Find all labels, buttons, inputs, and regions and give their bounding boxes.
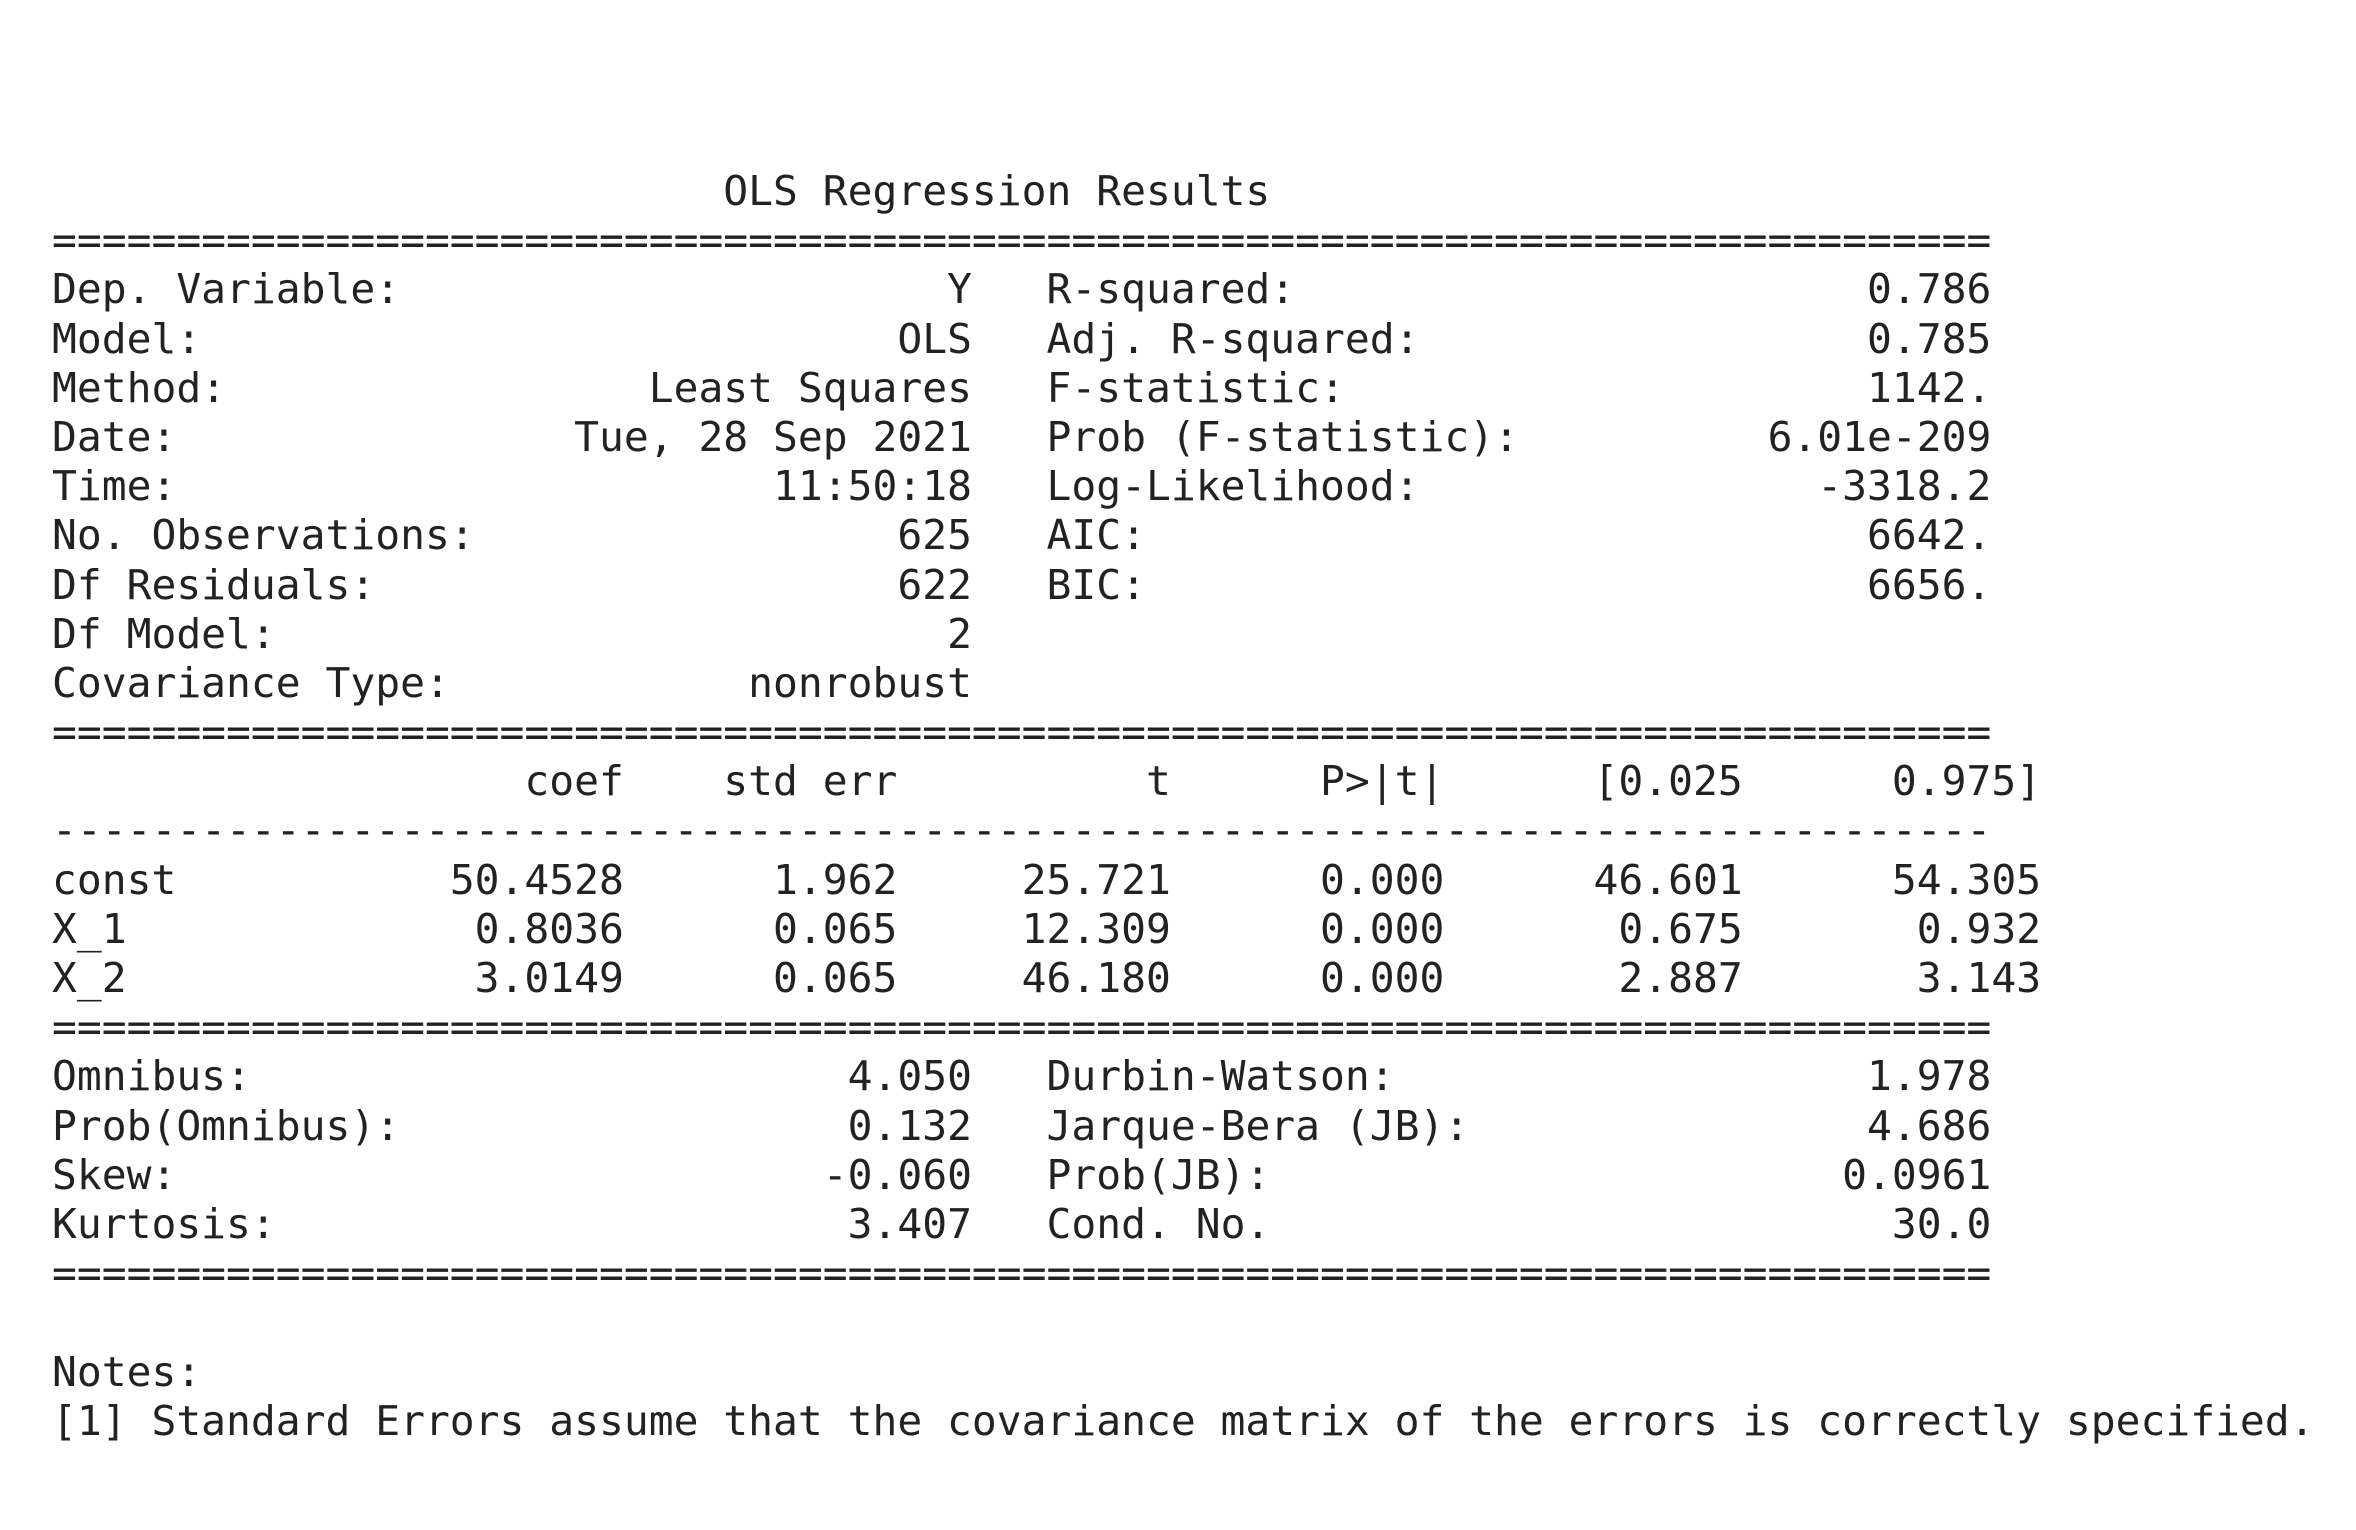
- model-info-row: [52, 610, 2315, 659]
- value: 3.407: [847, 1199, 972, 1248]
- table-title: [52, 167, 2315, 216]
- model-info-row: [52, 659, 2315, 708]
- column-header: [0.025: [1444, 757, 1743, 806]
- spacer: [972, 315, 1047, 363]
- value: -0.060: [822, 1150, 972, 1199]
- value: 4.686: [1867, 1101, 1992, 1150]
- table-cell: 3.143: [1742, 954, 2042, 1002]
- column-header: [52, 757, 301, 805]
- model-info-row: [52, 462, 2315, 511]
- value: 30.0: [1891, 1199, 1992, 1248]
- diagnostic-row: [52, 1151, 2315, 1200]
- table-cell: 0.000: [1170, 904, 1445, 953]
- note-text: [1] Standard Errors assume that the covariance matrix of the errors is correctly specified.: [52, 1396, 2315, 1445]
- table-cell: 50.4528: [300, 855, 624, 904]
- label: Dep. Variable:: [52, 265, 948, 314]
- column-header: P>|t|: [1170, 757, 1445, 806]
- coef-row: [52, 954, 2315, 1003]
- value: 622: [897, 560, 972, 609]
- label: Time:: [52, 462, 774, 511]
- model-info-row: [52, 364, 2315, 413]
- table-cell: 12.309: [897, 904, 1171, 953]
- label: Skew:: [52, 1150, 823, 1199]
- diagnostic-row: [52, 1102, 2315, 1151]
- value: 0.786: [1867, 265, 1992, 314]
- table-cell: 46.601: [1444, 855, 1743, 904]
- coef-header-row: [52, 757, 2315, 806]
- table-cell: 3.0149: [300, 954, 624, 1002]
- value: Least Squares: [648, 363, 972, 412]
- label: Cond. No.: [1046, 1199, 1892, 1248]
- label: No. Observations:: [52, 511, 898, 560]
- value: -3318.2: [1817, 462, 1992, 511]
- model-info-row: [52, 511, 2315, 560]
- value: 11:50:18: [773, 462, 972, 511]
- label: BIC:: [1046, 560, 1868, 609]
- label: Model:: [52, 314, 898, 363]
- table-cell: 0.000: [1170, 855, 1445, 904]
- table-cell: 0.8036: [300, 904, 624, 953]
- spacer: [972, 1200, 1047, 1248]
- label: AIC:: [1046, 511, 1868, 560]
- spacer: [972, 462, 1047, 510]
- table-cell: X_1: [52, 904, 301, 953]
- label: Log-Likelihood:: [1046, 462, 1818, 511]
- label: [1047, 610, 1992, 658]
- table-cell: 0.932: [1742, 904, 2042, 953]
- notes-heading-row: [52, 1348, 2315, 1397]
- table-cell: 0.675: [1444, 904, 1743, 953]
- single-rule: ------------------------------------------------------------------------------: [52, 806, 1992, 855]
- column-header: coef: [300, 757, 624, 806]
- coef-row: [52, 856, 2315, 905]
- table-cell: 0.065: [623, 904, 898, 953]
- value: 0.132: [847, 1101, 972, 1150]
- label: Kurtosis:: [52, 1199, 848, 1248]
- table-cell: 0.000: [1170, 954, 1445, 1002]
- value: 1.978: [1867, 1052, 1992, 1101]
- model-info-row: [52, 265, 2315, 314]
- diagnostic-row: [52, 1052, 2315, 1101]
- model-info-row: [52, 413, 2315, 462]
- label: Df Residuals:: [52, 560, 898, 609]
- column-header: std err: [623, 757, 898, 806]
- value: Y: [947, 265, 972, 314]
- label: Durbin-Watson:: [1046, 1052, 1868, 1101]
- value: 0.785: [1867, 314, 1992, 363]
- value: 6.01e-209: [1767, 412, 1992, 461]
- label: Prob (F-statistic):: [1046, 412, 1768, 461]
- table-cell: 46.180: [897, 954, 1171, 1002]
- spacer: [972, 364, 1047, 412]
- title-text: OLS Regression Results: [52, 167, 1271, 215]
- value: OLS: [897, 314, 972, 363]
- model-info-row: [52, 561, 2315, 610]
- table-cell: 1.962: [623, 855, 898, 904]
- table-cell: 25.721: [897, 855, 1171, 904]
- double-rule: ==============================================================================: [52, 1249, 1992, 1298]
- value: 6642.: [1867, 511, 1992, 560]
- model-info-row: [52, 315, 2315, 364]
- table-cell: const: [52, 855, 301, 904]
- label: Omnibus:: [52, 1052, 848, 1101]
- ols-summary: [52, 167, 2315, 1446]
- value: Tue, 28 Sep 2021: [574, 412, 972, 461]
- label: Covariance Type:: [52, 658, 749, 707]
- label: R-squared:: [1046, 265, 1868, 314]
- double-rule: ==============================================================================: [52, 708, 1992, 757]
- spacer: [972, 511, 1047, 559]
- label: Df Model:: [52, 609, 948, 658]
- column-header: t: [897, 757, 1171, 806]
- blank-line: [52, 1298, 2315, 1347]
- value: 625: [897, 511, 972, 560]
- spacer: [972, 1102, 1047, 1150]
- value: 0.0961: [1842, 1150, 1992, 1199]
- label: Method:: [52, 363, 649, 412]
- table-cell: 0.065: [623, 954, 898, 1002]
- label: Adj. R-squared:: [1046, 314, 1868, 363]
- spacer: [972, 659, 1047, 707]
- label: Prob(Omnibus):: [52, 1101, 848, 1150]
- value: 2: [947, 609, 972, 658]
- spacer: [972, 413, 1047, 461]
- spacer: [972, 610, 1047, 658]
- value: nonrobust: [748, 658, 972, 707]
- double-rule: ==============================================================================: [52, 216, 1992, 265]
- label: Date:: [52, 412, 575, 461]
- label: Prob(JB):: [1046, 1150, 1843, 1199]
- value: 4.050: [847, 1052, 972, 1101]
- table-cell: X_2: [52, 954, 301, 1002]
- value: 1142.: [1867, 363, 1992, 412]
- spacer: [972, 1151, 1047, 1199]
- label: [1047, 659, 1992, 707]
- table-cell: 2.887: [1444, 954, 1743, 1002]
- notes-heading: Notes:: [52, 1347, 202, 1396]
- spacer: [972, 265, 1047, 313]
- label: Jarque-Bera (JB):: [1046, 1101, 1868, 1150]
- column-header: 0.975]: [1742, 757, 2042, 806]
- table-cell: 54.305: [1742, 855, 2042, 904]
- diagnostic-row: [52, 1200, 2315, 1249]
- spacer: [972, 1052, 1047, 1100]
- note-row: [52, 1397, 2315, 1446]
- spacer: [972, 561, 1047, 609]
- coef-row: [52, 905, 2315, 954]
- double-rule: ==============================================================================: [52, 1003, 1992, 1052]
- value: 6656.: [1867, 560, 1992, 609]
- label: F-statistic:: [1046, 363, 1868, 412]
